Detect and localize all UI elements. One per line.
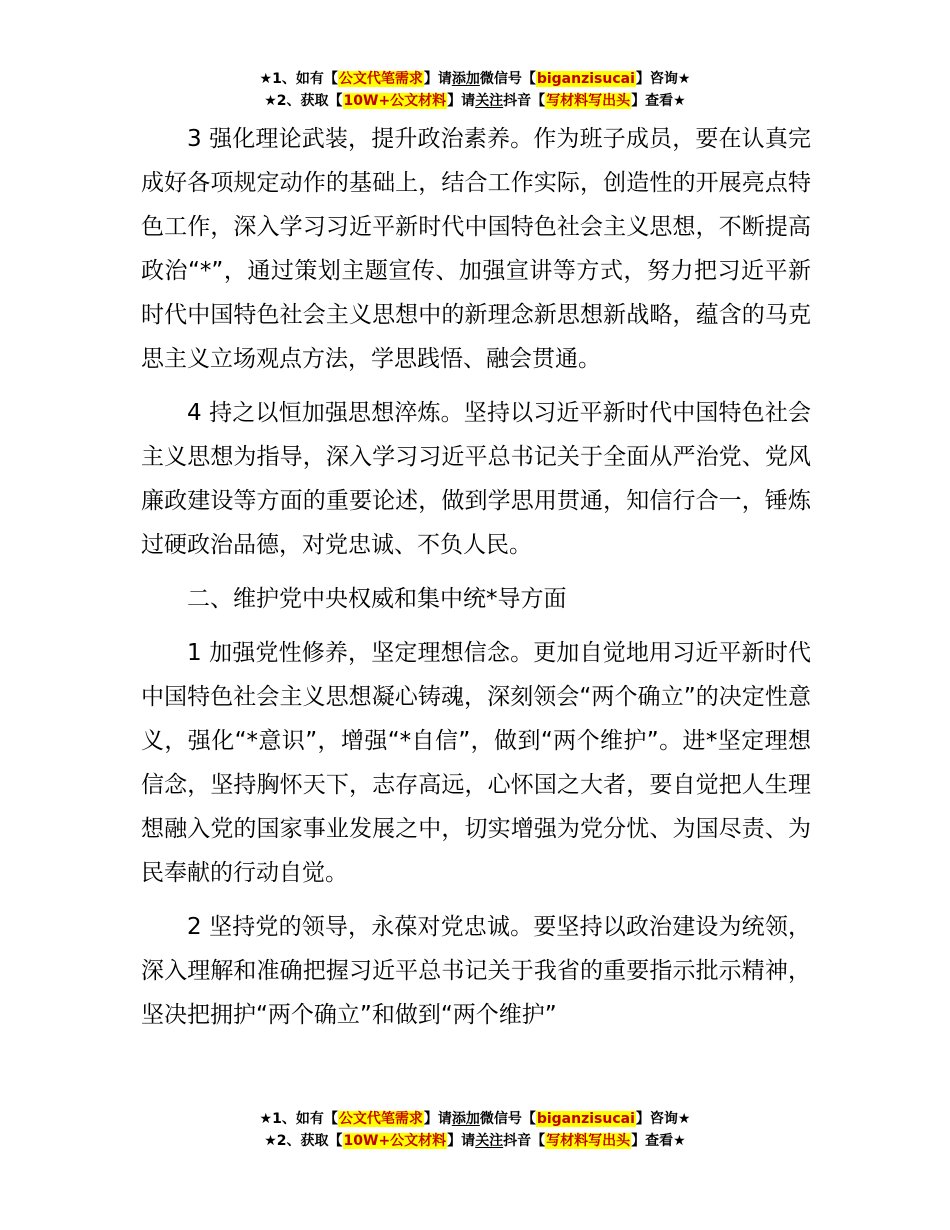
banner-text: 】查看★	[631, 1133, 686, 1149]
banner-line-2	[0, 90, 950, 112]
document-body	[141, 117, 811, 1047]
underlined-text: 添加	[451, 1111, 480, 1127]
paragraph-party-spirit: 1 加强党性修养，坚定理想信念。更加自觉地用习近平新时代中国特色社会主义思想凝心铸魂，深刻领会“两个确立”的决定性意义，强化“*意识”，增强“*自信”，做到“两个维护”。进*坚定理想信念，坚持胸怀天下，志存高远，心怀国之大者，要自觉把人生理想融入党的国家事业发展之中，切实增强为党分忧、为国尽责、为民奉献的行动自觉。	[141, 640, 811, 886]
banner-text: 】咨询★	[635, 71, 691, 87]
underlined-text: 关注	[475, 1133, 504, 1149]
underlined-text: 关注	[475, 93, 504, 109]
banner-text: 抖音【	[503, 1133, 546, 1149]
paragraph-party-leadership: 2 坚持党的领导，永葆对党忠诚。要坚持以政治建设为统领，深入理解和准确把握习近平总书记关于我省的重要指示批示精神，坚决把拥护“两个确立”和做到“两个维护”	[141, 914, 811, 1028]
header-banner	[0, 68, 950, 112]
banner-text: ★1、如有【	[259, 71, 338, 87]
banner-text: 】请	[423, 1111, 452, 1127]
banner-text: ★2、获取【	[264, 93, 343, 109]
banner-text: 微信号【	[479, 71, 536, 87]
banner-text: 】请	[423, 71, 452, 87]
banner-text: 】咨询★	[635, 1111, 691, 1127]
banner-text: 】请	[447, 93, 476, 109]
highlight-text: 10W+公文材料	[343, 1133, 447, 1149]
banner-line-1	[0, 68, 950, 90]
banner-text: 】请	[447, 1133, 476, 1149]
paragraph-thought-tempering: 4 持之以恒加强思想淬炼。坚持以习近平新时代中国特色社会主义思想为指导，深入学习习近平总书记关于全面从严治党、党风廉政建设等方面的重要论述，做到学思用贯通，知信行合一，锤炼过硬政治品德，对党忠诚、不负人民。	[141, 400, 811, 558]
banner-text: ★1、如有【	[259, 1111, 338, 1127]
paragraph-theory-armament: 3 强化理论武装，提升政治素养。作为班子成员，要在认真完成好各项规定动作的基础上，结合工作实际，创造性的开展亮点特色工作，深入学习习近平新时代中国特色社会主义思想，不断提高政治“*”，通过策划主题宣传、加强宣讲等方式，努力把习近平新时代中国特色社会主义思想中的新理念新思想新战略，蕴含的马克思主义立场观点方法，学思践悟、融会贯通。	[141, 126, 811, 372]
banner-text: 抖音【	[503, 93, 546, 109]
highlight-text: 公文代笔需求	[338, 71, 423, 87]
banner-text: 微信号【	[479, 1111, 536, 1127]
highlight-text: 10W+公文材料	[343, 93, 447, 109]
banner-text: ★2、获取【	[264, 1133, 343, 1149]
wechat-id: biganzisucai	[536, 71, 635, 87]
highlight-text: 公文代笔需求	[338, 1111, 423, 1127]
banner-line-1	[0, 1108, 950, 1130]
section-heading: 二、维护党中央权威和集中统*导方面	[187, 586, 567, 612]
banner-text: 】查看★	[631, 93, 686, 109]
douyin-account: 写材料写出头	[546, 93, 631, 109]
banner-line-2	[0, 1130, 950, 1152]
footer-banner	[0, 1108, 950, 1152]
wechat-id: biganzisucai	[536, 1111, 635, 1127]
underlined-text: 添加	[451, 71, 480, 87]
douyin-account: 写材料写出头	[546, 1133, 631, 1149]
